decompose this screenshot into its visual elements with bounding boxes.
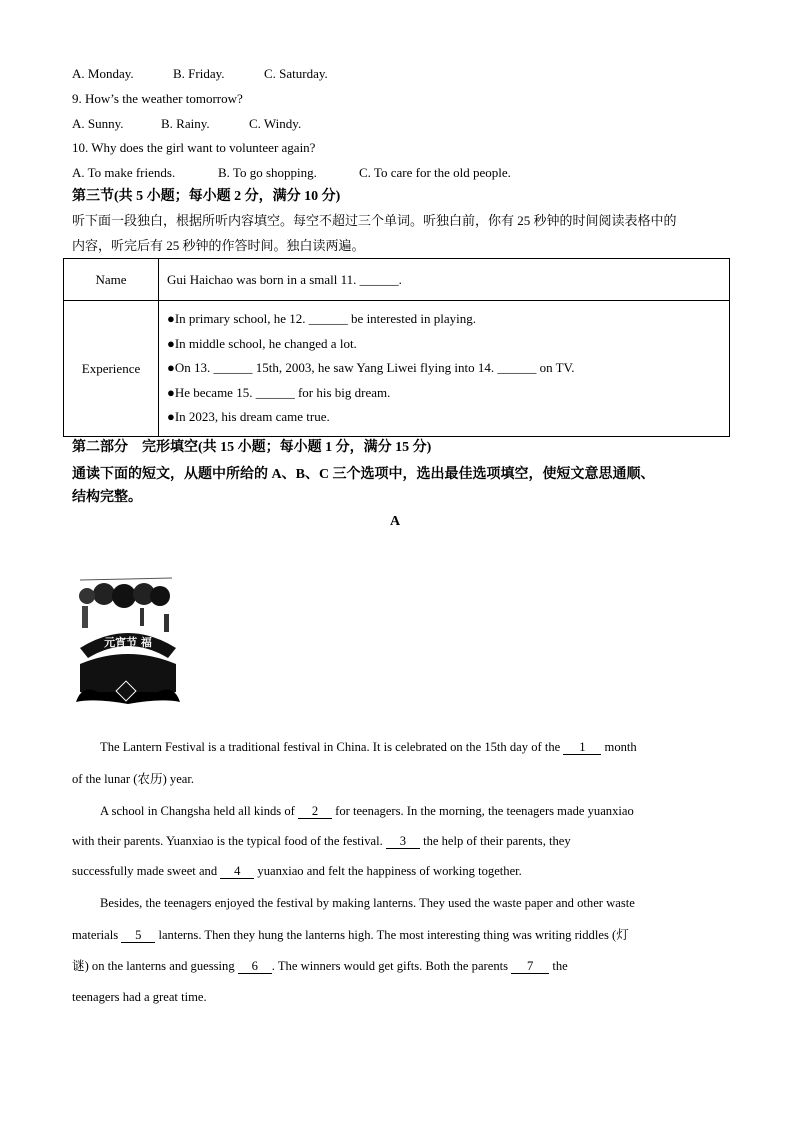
passage-text: The Lantern Festival is a traditional festival in China. It is celebrated on the 15th day of the <box>100 740 564 754</box>
passage-line <box>72 927 629 943</box>
answer-blank-6: 6 <box>238 960 272 974</box>
passage-line <box>100 895 635 911</box>
answer-blank-7: 7 <box>511 960 549 974</box>
q10-question: 10. Why does the girl want to volunteer again? <box>72 140 316 155</box>
q9-question: 9. How’s the weather tomorrow? <box>72 91 243 106</box>
q8-options <box>72 66 328 82</box>
passage-line <box>72 989 207 1005</box>
passage-text: Besides, the teenagers enjoyed the festival by making lanterns. They used the waste paper and other waste <box>100 896 635 910</box>
bullet-item: ●In 2023, his dream came true. <box>167 409 330 425</box>
passage-text: teenagers had a great time. <box>72 990 207 1004</box>
q10-options <box>72 165 511 181</box>
passage-text: for teenagers. In the morning, the teenagers made yuanxiao <box>331 804 634 818</box>
answer-blank-3: 3 <box>386 835 420 849</box>
image-lettering: 元宵节 福 <box>104 636 152 649</box>
bullet-item: ●In middle school, he changed a lot. <box>167 335 357 351</box>
q9-option-b: B. Rainy. <box>161 116 210 131</box>
table-row-name <box>64 259 730 301</box>
passage-text: yuanxiao and felt the happiness of working together. <box>254 864 522 878</box>
passage-text: with their parents. Yuanxiao is the typical food of the festival. <box>72 834 386 848</box>
passage-line <box>72 958 568 974</box>
passage-text: the help of their parents, they <box>419 834 571 848</box>
table-cell-name: Gui Haichao was born in a small 11. ______. <box>159 259 730 301</box>
passage-text: the <box>549 959 568 973</box>
passage-text: . The winners would get gifts. Both the parents <box>271 959 512 973</box>
passage-line <box>72 863 522 879</box>
q10-option-c: C. To care for the old people. <box>359 165 511 180</box>
q8-option-c: C. Saturday. <box>264 66 328 81</box>
section3-instructions-line2: 内容，听完后有 25 秒钟的作答时间。独白读两遍。 <box>72 238 365 253</box>
passage-text: materials <box>72 928 122 942</box>
passage-title: A <box>390 514 401 529</box>
answer-blank-1: 1 <box>563 741 601 755</box>
table-cell-experience <box>159 301 730 437</box>
passage-text: A school in Changsha held all kinds of <box>100 804 298 818</box>
q9-option-a: A. Sunny. <box>72 116 124 131</box>
q9-option-c: C. Windy. <box>249 116 302 131</box>
section3-heading: 第三节(共 5 小题；每小题 2 分，满分 10 分) <box>72 189 341 204</box>
q8-option-b: B. Friday. <box>173 66 225 81</box>
q9-options <box>72 116 301 132</box>
passage-text: 谜) on the lanterns and guessing <box>72 959 238 973</box>
passage-text: month <box>601 740 637 754</box>
table-label-experience: Experience <box>64 301 159 437</box>
answer-blank-5: 5 <box>121 929 155 943</box>
answer-blank-2: 2 <box>298 805 332 819</box>
passage-text: of the lunar (农历) year. <box>72 772 195 786</box>
section3-instructions-line1: 听下面一段独白，根据所听内容填空。每空不超过三个单词。听独白前，你有 25 秒钟的时间阅读表格中的 <box>72 213 677 228</box>
lantern-festival-image <box>72 574 184 712</box>
q8-option-a: A. Monday. <box>72 66 134 81</box>
part2-heading: 第二部分 完形填空(共 15 小题；每小题 1 分，满分 15 分) <box>72 440 432 455</box>
passage-line <box>100 803 634 819</box>
passage-line <box>72 833 571 849</box>
passage-line <box>100 739 637 755</box>
passage-text: lanterns. Then they hung the lanterns high. The most interesting thing was writing riddles (灯 <box>155 928 629 942</box>
bullet-item: ●In primary school, he 12. ______ be interested in playing. <box>167 311 476 327</box>
table-label-name: Name <box>64 259 159 301</box>
bullet-item: ●He became 15. ______ for his big dream. <box>167 384 391 400</box>
table-row-experience <box>64 301 730 437</box>
bullet-item: ●On 13. ______ 15th, 2003, he saw Yang Liwei flying into 14. ______ on TV. <box>167 360 575 376</box>
q10-option-a: A. To make friends. <box>72 165 176 180</box>
passage-line <box>72 771 194 787</box>
part2-instructions-line2: 结构完整。 <box>72 490 142 505</box>
part2-instructions-line1: 通读下面的短文，从题中所给的 A、B、C 三个选项中，选出最佳选项填空，使短文意思通顺、 <box>72 467 655 482</box>
q10-option-b: B. To go shopping. <box>218 165 317 180</box>
info-table <box>63 258 730 437</box>
passage-text: successfully made sweet and <box>72 864 221 878</box>
answer-blank-4: 4 <box>220 865 254 879</box>
